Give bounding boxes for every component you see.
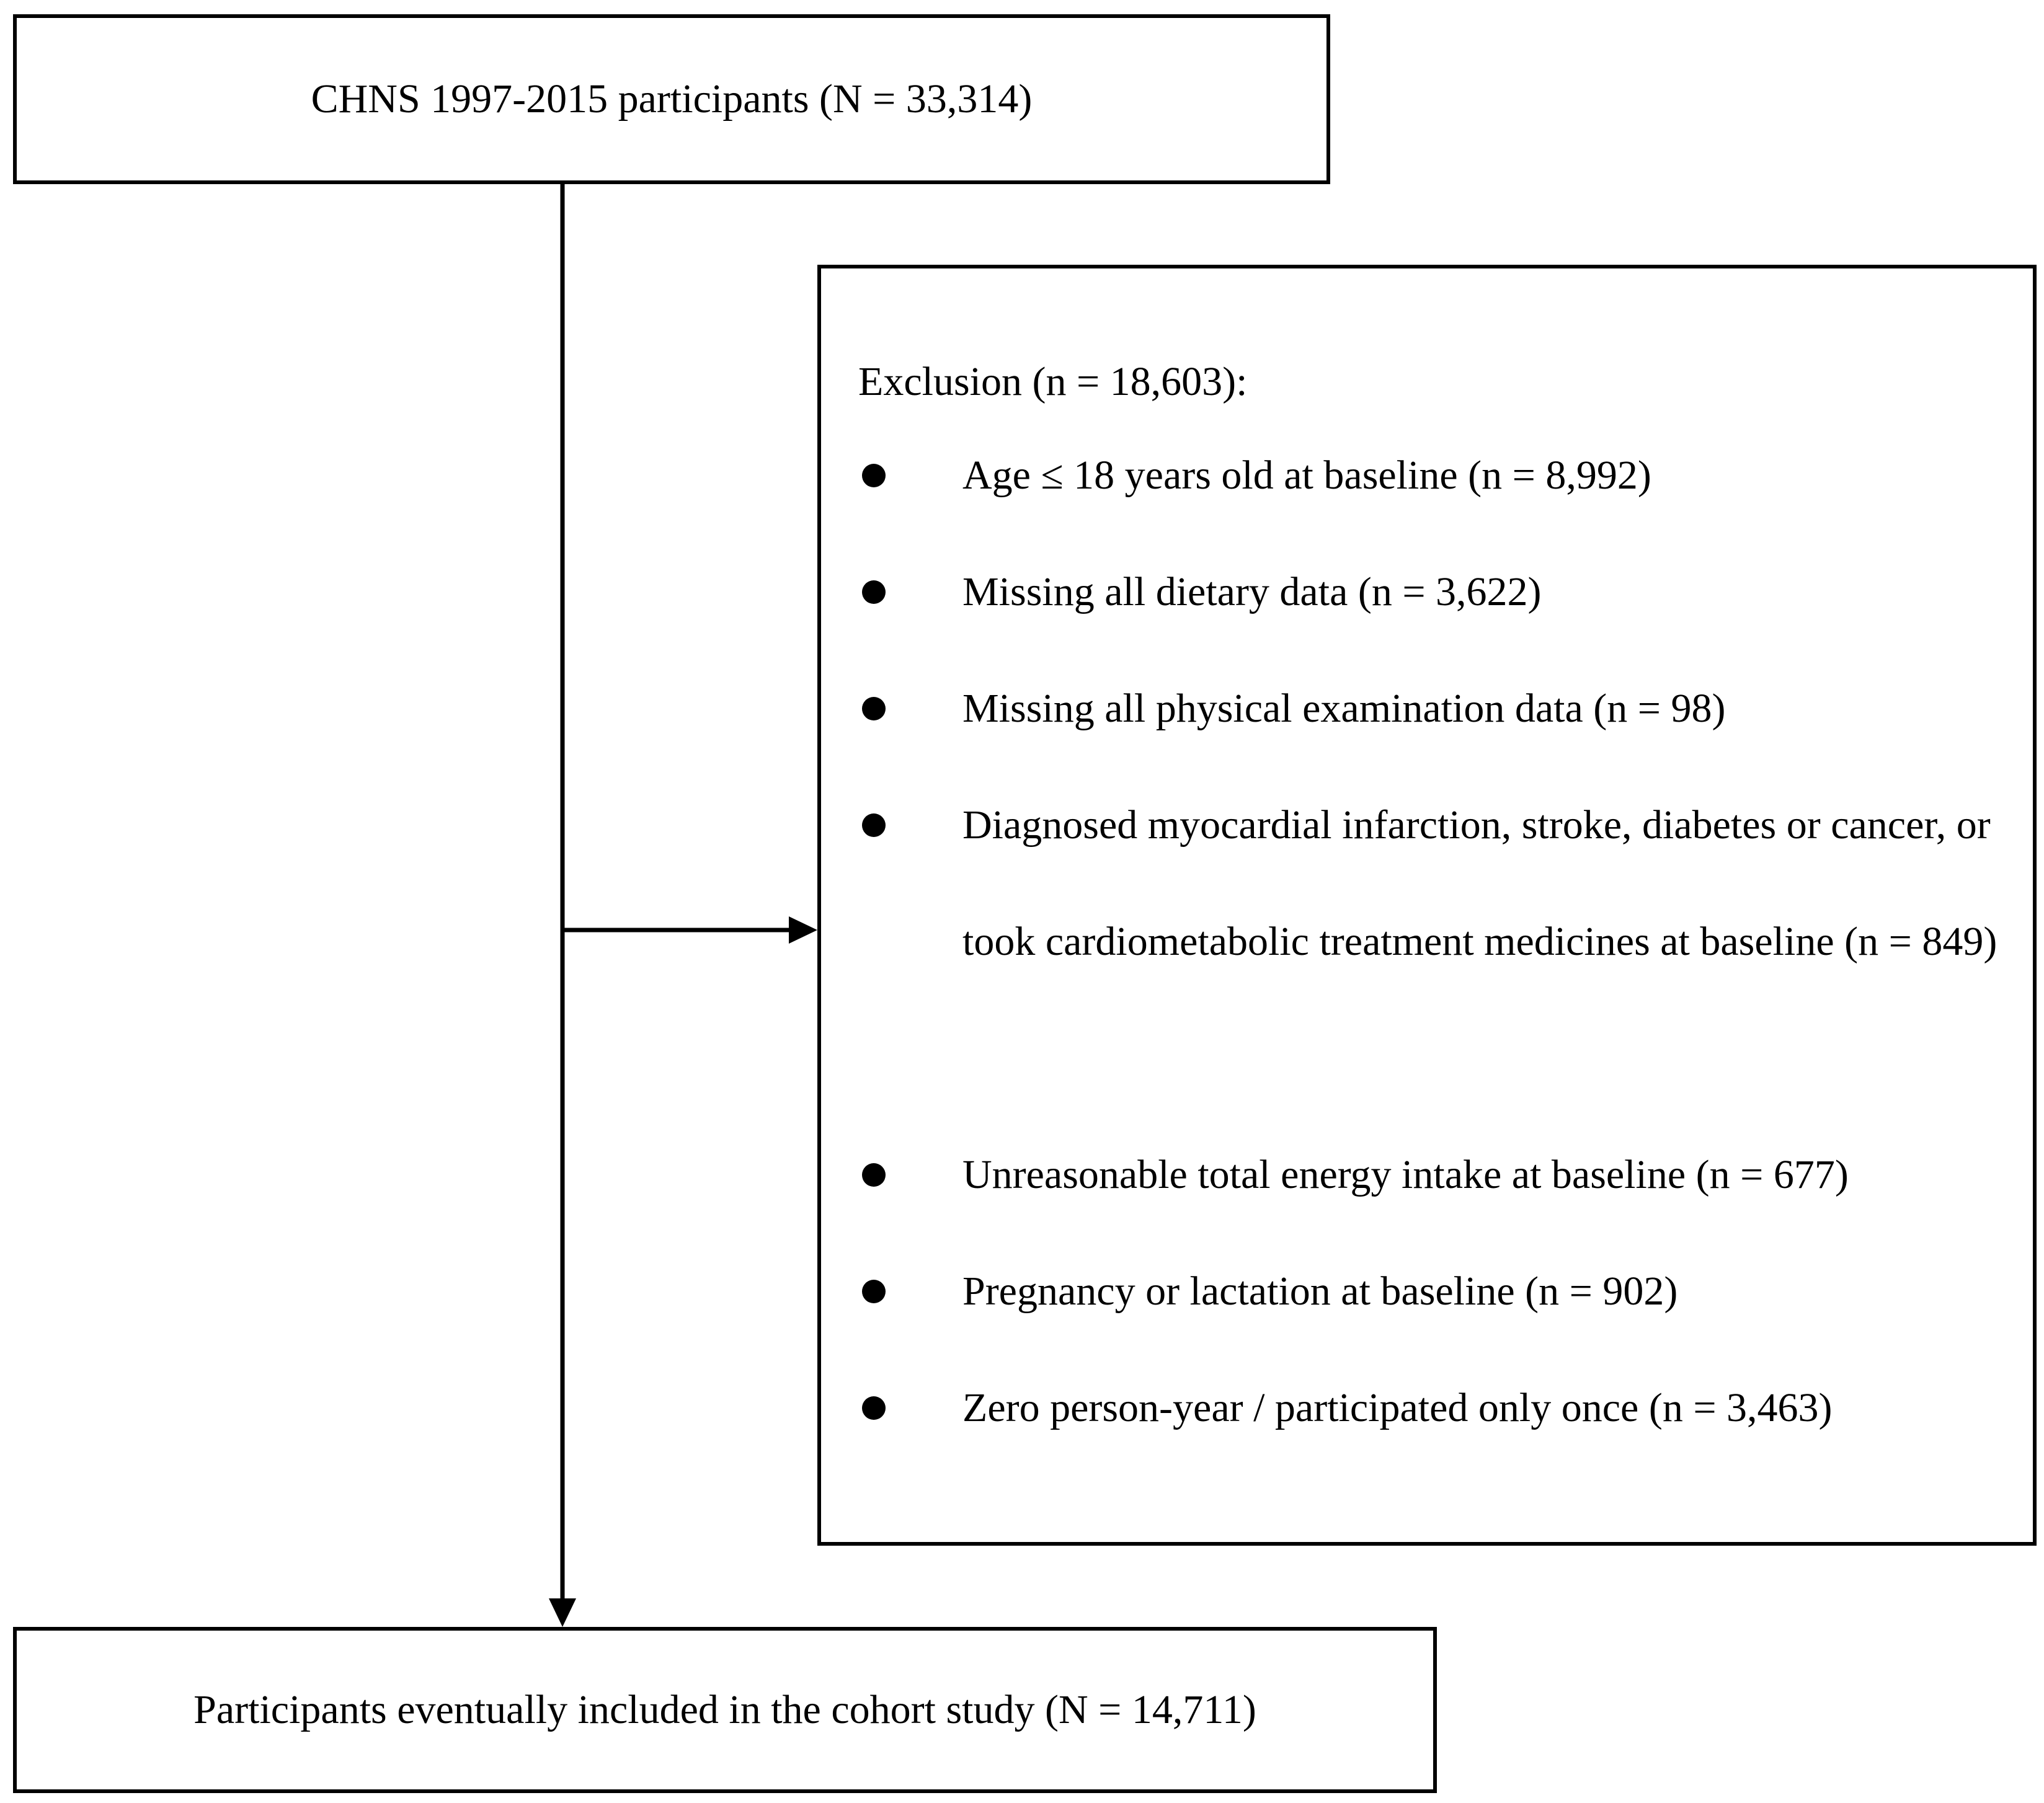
final-cohort-box — [13, 1627, 1437, 1793]
down-arrowhead — [549, 1598, 576, 1627]
exclusion-box — [817, 265, 2037, 1546]
exclusion-item-text: Zero person-year / participated only once (n = 3,463) — [962, 1385, 1833, 1430]
right-arrowhead — [789, 916, 817, 944]
bullet-icon — [862, 1396, 886, 1420]
exclusion-item-text: Diagnosed myocardial infarction, stroke, diabetes or cancer, or took cardiometabolic treatment medicines at baseline (n = 849) — [962, 802, 1997, 964]
bullet-icon — [862, 580, 886, 604]
bullet-icon — [862, 1280, 886, 1303]
source-population-box — [13, 14, 1330, 184]
exclusion-item-text: Missing all dietary data (n = 3,622) — [962, 569, 1542, 614]
exclusion-item-text: Pregnancy or lactation at baseline (n = 902) — [962, 1269, 1678, 1314]
bullet-icon — [862, 1163, 886, 1187]
exclusion-item-text: Unreasonable total energy intake at baseline (n = 677) — [962, 1152, 1849, 1197]
source-population-text: CHNS 1997-2015 participants (N = 33,314) — [311, 76, 1033, 122]
exclusion-heading: Exclusion (n = 18,603): — [858, 359, 1248, 404]
exclusion-item-text: Age ≤ 18 years old at baseline (n = 8,992) — [962, 453, 1651, 498]
bullet-icon — [862, 813, 886, 837]
bullet-icon — [862, 697, 886, 720]
bullet-icon — [862, 464, 886, 487]
final-cohort-text: Participants eventually included in the cohort study (N = 14,711) — [193, 1687, 1256, 1732]
exclusion-item-text: Missing all physical examination data (n = 98) — [962, 686, 1726, 731]
